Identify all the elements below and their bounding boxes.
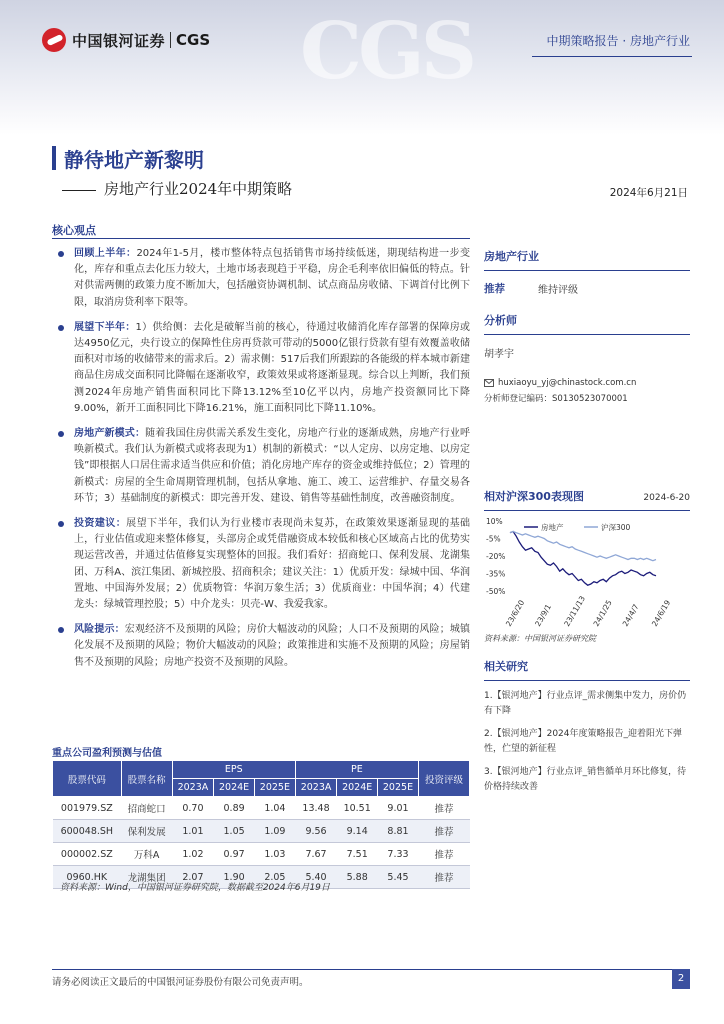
table-source: 资料来源：Wind，中国银河证券研究院，数据截至2024年6月19日 xyxy=(60,883,330,893)
table-row: 000002.SZ 万科A 1.02 0.97 1.03 7.67 7.51 7.33 推荐 xyxy=(53,843,470,866)
table-title: 重点公司盈利预测与估值 xyxy=(52,748,162,759)
table-row: 001979.SZ 招商蛇口 0.70 0.89 1.04 13.48 10.51 9.01 推荐 xyxy=(53,797,470,820)
cert-label: 分析师登记编码： xyxy=(484,394,553,404)
research-item[interactable]: 2.【银河地产】2024年度策略报告_迎着阳光下弹性，伫望的新征程 xyxy=(484,729,682,754)
page-number: 2 xyxy=(672,969,690,989)
page-title: 静待地产新黎明 xyxy=(64,148,204,172)
col-rating: 投资评级 xyxy=(418,761,469,797)
point-investment: 投资建议：展望下半年，我们认为行业楼市表现尚未复苏，在政策效果逐渐显现的基础上，行业估值或迎来整体修复，头部房企或凭借融资成本较低和核心区域高占比的优势实现运营改善，并通过估值修复实现整体的回报。我们看好：招商蛇口、保利发展、龙湖集团、万科A、滨江集团、新城控股、招商积余；建议关注：1）优质开发：绿城中国、华润置地、中国海外发展；2）优质物管：华润万象生活；3）优质商业：中国华润；4）代建龙头：绿城管理控股；5）中介龙头：贝壳-W、我爱我家。 xyxy=(52,516,470,613)
envelope-icon xyxy=(484,379,494,387)
legend-label: 房地产 xyxy=(541,523,564,532)
forecast-table: 股票代码 股票名称 EPS PE 投资评级 2023A 2024E 2025E 2023A 2024E 2025E 001979.SZ 招商蛇口 0.70 0.89 1.04 13.48 10.51 9.01 推荐 600048.SH 保利发展 1.01 1.05 1.09 9.56 9.14 8.81 推荐 000002.SZ 万科A 1.02 0.97 1.03 7.67 7.51 7.33 推荐 0960.HK 龙湖集团 2.07 1.90 2.05 5.40 5.88 5.45 推荐 xyxy=(52,760,470,889)
core-points xyxy=(52,246,470,680)
y-tick-label: 10% xyxy=(486,517,503,526)
industry-section xyxy=(484,248,690,296)
x-tick-label: 23/9/1 xyxy=(533,602,554,628)
chart-label: 相对沪深300表现图 xyxy=(484,490,584,503)
company-logo xyxy=(42,28,210,52)
legend-label: 沪深300 xyxy=(601,523,631,532)
x-tick-label: 23/6/20 xyxy=(503,598,527,628)
col-name: 股票名称 xyxy=(121,761,172,797)
core-view-label: 核心观点 xyxy=(52,224,96,237)
y-tick-label: -50% xyxy=(486,587,506,596)
x-tick-label: 23/11/13 xyxy=(562,594,587,628)
series-line-沪深300 xyxy=(510,532,656,561)
analyst-section xyxy=(484,312,690,404)
report-date: 2024年6月21日 xyxy=(609,187,688,199)
col-eps: EPS xyxy=(172,761,295,779)
x-tick-label: 24/4/7 xyxy=(620,602,641,628)
table-row: 600048.SH 保利发展 1.01 1.05 1.09 9.56 9.14 8.81 推荐 xyxy=(53,820,470,843)
research-label: 相关研究 xyxy=(484,660,528,673)
rating-label: 推荐 xyxy=(484,283,505,295)
point-outlook: 展望下半年：1）供给侧：去化是破解当前的核心，待通过收储消化库存部署的保障房或达4950亿元，央行设立的保障性住房再贷款可带动的5000亿银行贷款有望有效覆盖收储面积对市场的收储带来的需求后。2）需求侧：517后我们所跟踪的各能级的样本城市新建商品住房成交面积同比降幅在逐渐收窄，政策效果或将逐渐显现。综合以上判断，我们预测2024年房地产销售面积同比下降13.12%至10亿平以内，房地产投资额同比下降9.00%，新开工面积同比下降16.21%，施工面积同比下降11.10%。 xyxy=(52,320,470,417)
title-accent xyxy=(52,146,56,170)
disclaimer: 请务必阅读正文最后的中国银河证券股份有限公司免责声明。 xyxy=(52,977,309,988)
industry-label: 房地产行业 xyxy=(484,250,539,263)
logo-en-text: CGS xyxy=(176,31,211,49)
report-type: 中期策略报告 · 房地产行业 xyxy=(546,34,690,48)
galaxy-logo-icon xyxy=(42,28,66,52)
y-tick-label: -35% xyxy=(486,569,506,579)
research-item[interactable]: 3.【银河地产】行业点评_销售循单月环比修复，待价格持续改善 xyxy=(484,767,687,792)
page-subtitle: 房地产行业2024年中期策略 xyxy=(62,178,292,199)
header-watermark: CGS xyxy=(300,6,474,97)
y-tick-label: -5% xyxy=(486,534,501,544)
x-tick-label: 24/6/19 xyxy=(649,598,673,628)
analyst-label: 分析师 xyxy=(484,314,517,327)
table-row: 0960.HK 龙湖集团 2.07 1.90 2.05 5.40 5.88 5.45 推荐 xyxy=(53,866,470,889)
point-new-model: 房地产新模式：随着我国住房供需关系发生变化，房地产行业的逐渐成熟，房地产行业呼唤新模式。我们认为新模式或将表现为1）机制的新模式：“以人定房、以房定地、以房定钱”即根据人口居住需求适当供应和价值；消化房地产库存的资金或维持低位；2）管理的新模式：房屋的全生命周期管理机制，包括从拿地、施工、竣工、运营维护、存量交易各环节；3）基础制度的新模式：即完善开发、建设、销售等基础性制度，改善融资制度。 xyxy=(52,426,470,507)
research-section xyxy=(484,658,690,795)
research-item[interactable]: 1.【银河地产】行业点评_需求侧集中发力，房价仍有下降 xyxy=(484,691,687,716)
point-review: 回顾上半年：2024年1-5月，楼市整体特点包括销售市场持续低迷，期现结构进一步变化，库存和重点去化压力较大，土地市场表现趋于平稳，房企毛利率依旧偏低的特点。针对供需两侧的政策力度不断加大，包括融资协调机制、试点商品房收储、下调首付比例下限，取消房贷利率下限等。 xyxy=(52,246,470,311)
chart-date: 2024-6-20 xyxy=(643,493,690,503)
x-tick-label: 24/1/25 xyxy=(591,598,614,628)
col-pe: PE xyxy=(295,761,418,779)
performance-chart xyxy=(484,513,690,633)
chart-section xyxy=(484,488,690,644)
y-tick-label: -20% xyxy=(486,552,506,561)
point-risk: 风险提示：宏观经济不及预期的风险；房价大幅波动的风险；人口不及预期的风险；城镇化发展不及预期的风险；物价大幅波动的风险；政策推进和实施不及预期的风险；房屋销售不及预期的风险；房地产投资不及预期的风险。 xyxy=(52,622,470,671)
analyst-name: 胡孝宇 xyxy=(484,349,514,360)
analyst-email[interactable]: huxiaoyu_yj@chinastock.com.cn xyxy=(498,378,637,388)
rating-value: 维持评级 xyxy=(538,285,578,296)
logo-cn-text: 中国银河证券 xyxy=(72,31,166,50)
col-code: 股票代码 xyxy=(53,761,122,797)
cert-code: S0130523070001 xyxy=(552,394,628,404)
header-banner xyxy=(0,0,724,135)
chart-source: 资料来源：中国银河证券研究院 xyxy=(484,634,596,643)
